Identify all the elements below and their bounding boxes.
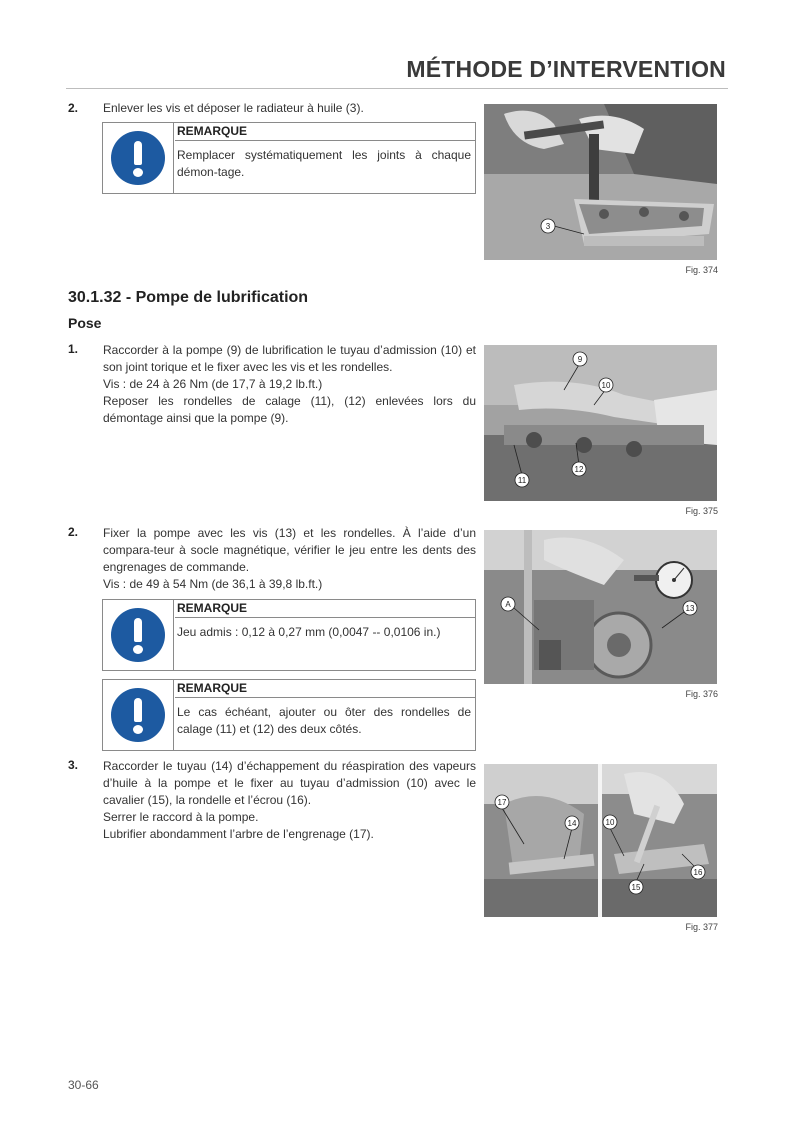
remark-box bbox=[102, 599, 476, 671]
callout-label: A bbox=[505, 600, 511, 609]
callout-label: 16 bbox=[693, 868, 703, 877]
remark-box bbox=[102, 122, 476, 194]
callout-label: 10 bbox=[601, 381, 611, 390]
step-line: Vis : de 49 à 54 Nm (de 36,1 à 39,8 lb.ft.) bbox=[103, 577, 323, 591]
remark-title: REMARQUE bbox=[175, 600, 475, 618]
exclamation-icon bbox=[111, 131, 165, 185]
remark-icon-cell bbox=[103, 123, 174, 193]
exclamation-icon bbox=[111, 608, 165, 662]
step-number: 3. bbox=[68, 758, 79, 772]
step-line: Vis : de 24 à 26 Nm (de 17,7 à 19,2 lb.ft.) bbox=[103, 377, 323, 391]
callout-label: 9 bbox=[577, 355, 583, 364]
figure-caption: Fig. 377 bbox=[685, 922, 718, 932]
step-text bbox=[103, 100, 476, 117]
step-text bbox=[103, 342, 476, 427]
step-line: Lubrifier abondamment l’arbre de l’engrenage (17). bbox=[103, 827, 374, 841]
header-divider bbox=[66, 88, 728, 89]
step-text bbox=[103, 525, 476, 593]
step-line: Raccorder le tuyau (14) d’échappement du réaspiration des vapeurs d’huile à la pompe et le fixer au tuyau d’admission (10) avec le cavalier (15), la rondelle et l’écrou (16). bbox=[103, 759, 476, 807]
remark-box bbox=[102, 679, 476, 751]
page-header-title: MÉTHODE D’INTERVENTION bbox=[406, 56, 726, 82]
section-subtitle: Pose bbox=[68, 315, 102, 331]
step-number: 1. bbox=[68, 342, 79, 356]
remark-title: REMARQUE bbox=[175, 680, 475, 698]
figure-377-photo bbox=[484, 764, 717, 917]
page-number: 30-66 bbox=[68, 1078, 99, 1092]
step-line: Raccorder à la pompe (9) de lubrification le tuyau d’admission (10) et son joint torique et le fixer avec les vis et les rondelles. bbox=[103, 343, 476, 374]
figure-376-photo bbox=[484, 530, 717, 684]
figure-caption: Fig. 374 bbox=[685, 265, 718, 275]
callout-label: 12 bbox=[574, 465, 584, 474]
step-number: 2. bbox=[68, 525, 79, 539]
step-line: Serrer le raccord à la pompe. bbox=[103, 810, 259, 824]
step-number: 2. bbox=[68, 101, 79, 115]
figure-caption: Fig. 375 bbox=[685, 506, 718, 516]
remark-body: Remplacer systématiquement les joints à chaque démon-tage. bbox=[177, 148, 471, 179]
remark-body: Jeu admis : 0,12 à 0,27 mm (0,0047 -- 0,0106 in.) bbox=[177, 625, 441, 639]
callout-label: 13 bbox=[685, 604, 695, 613]
callout-label: 17 bbox=[497, 798, 507, 807]
callout-label: 14 bbox=[567, 819, 577, 828]
remark-icon-cell bbox=[103, 680, 174, 750]
callout-label: 10 bbox=[605, 818, 615, 827]
callout-label: 11 bbox=[517, 476, 527, 485]
section-title: 30.1.32 - Pompe de lubrification bbox=[68, 289, 309, 306]
callout-label: 3 bbox=[545, 222, 551, 231]
figure-374-photo bbox=[484, 104, 717, 260]
remark-icon-cell bbox=[103, 600, 174, 670]
step-text bbox=[103, 758, 476, 843]
figure-caption: Fig. 376 bbox=[685, 689, 718, 699]
callout-label: 15 bbox=[631, 883, 641, 892]
step-line: Enlever les vis et déposer le radiateur à huile (3). bbox=[103, 101, 364, 115]
exclamation-icon bbox=[111, 688, 165, 742]
figure-375-photo bbox=[484, 345, 717, 501]
step-line: Fixer la pompe avec les vis (13) et les rondelles. À l’aide d’un compara-teur à socle magnétique, vérifier le jeu entre les dents des engrenages de commande. bbox=[103, 526, 476, 574]
remark-body: Le cas échéant, ajouter ou ôter des rondelles de calage (11) et (12) des deux côtés. bbox=[177, 705, 471, 736]
step-line: Reposer les rondelles de calage (11), (12) enlevées lors du démontage ainsi que la pompe (9). bbox=[103, 394, 476, 425]
remark-title: REMARQUE bbox=[175, 123, 475, 141]
